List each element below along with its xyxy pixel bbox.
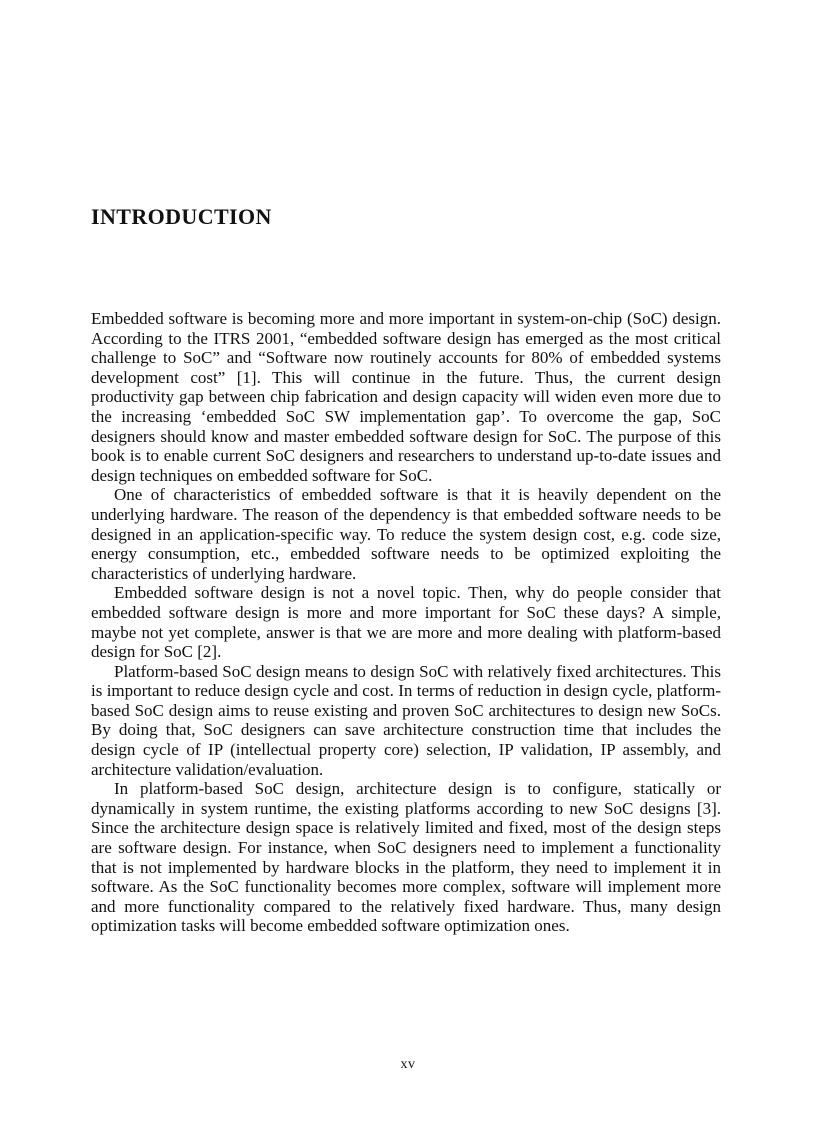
paragraph-1: Embedded software is becoming more and more important in system-on-chip (SoC) design. According to the ITRS 2001, “embedded software design has emerged as the most critical challenge to SoC” and “Software now routinely accounts for 80% of embedded systems development cost” [1]. This will continue in the future. Thus, the current design productivity gap between chip fabrication and design capacity will widen even more due to the increasing ‘embedded SoC SW implementation gap’. To overcome the gap, SoC designers should know and master embedded software design for SoC. The purpose of this book is to enable current SoC designers and researchers to understand up-to-date issues and design techniques on embedded software for SoC.: [91, 309, 721, 485]
paragraph-3: Embedded software design is not a novel topic. Then, why do people consider that embedded software design is more and more important for SoC these days? A simple, maybe not yet complete, answer is that we are more and more dealing with platform-based design for SoC [2].: [91, 583, 721, 662]
page-number: xv: [400, 1057, 416, 1072]
paragraph-2: One of characteristics of embedded software is that it is heavily dependent on the underlying hardware. The reason of the dependency is that embedded software needs to be designed in an application-specific way. To reduce the system design cost, e.g. code size, energy consumption, etc., embedded software needs to be optimized exploiting the characteristics of underlying hardware.: [91, 485, 721, 583]
paragraph-4: Platform-based SoC design means to design SoC with relatively fixed architectures. This is important to reduce design cycle and cost. In terms of reduction in design cycle, platform-based SoC design aims to reuse existing and proven SoC architectures to design new SoCs. By doing that, SoC designers can save architecture construction time that includes the design cycle of IP (intellectual property core) selection, IP validation, IP assembly, and architecture validation/evaluation.: [91, 661, 721, 779]
paragraph-5: In platform-based SoC design, architecture design is to configure, statically or dynamically in system runtime, the existing platforms according to new SoC designs [3]. Since the architecture design space is relatively limited and fixed, most of the design steps are software design. For instance, when SoC designers need to implement a functionality that is not implemented by hardware blocks in the platform, they need to implement it in software. As the SoC functionality becomes more complex, software will implement more and more functionality compared to the relatively fixed hardware. Thus, many design optimization tasks will become embedded software optimization ones.: [91, 779, 721, 936]
body-text: [91, 309, 721, 936]
page-title: INTRODUCTION: [91, 204, 272, 229]
